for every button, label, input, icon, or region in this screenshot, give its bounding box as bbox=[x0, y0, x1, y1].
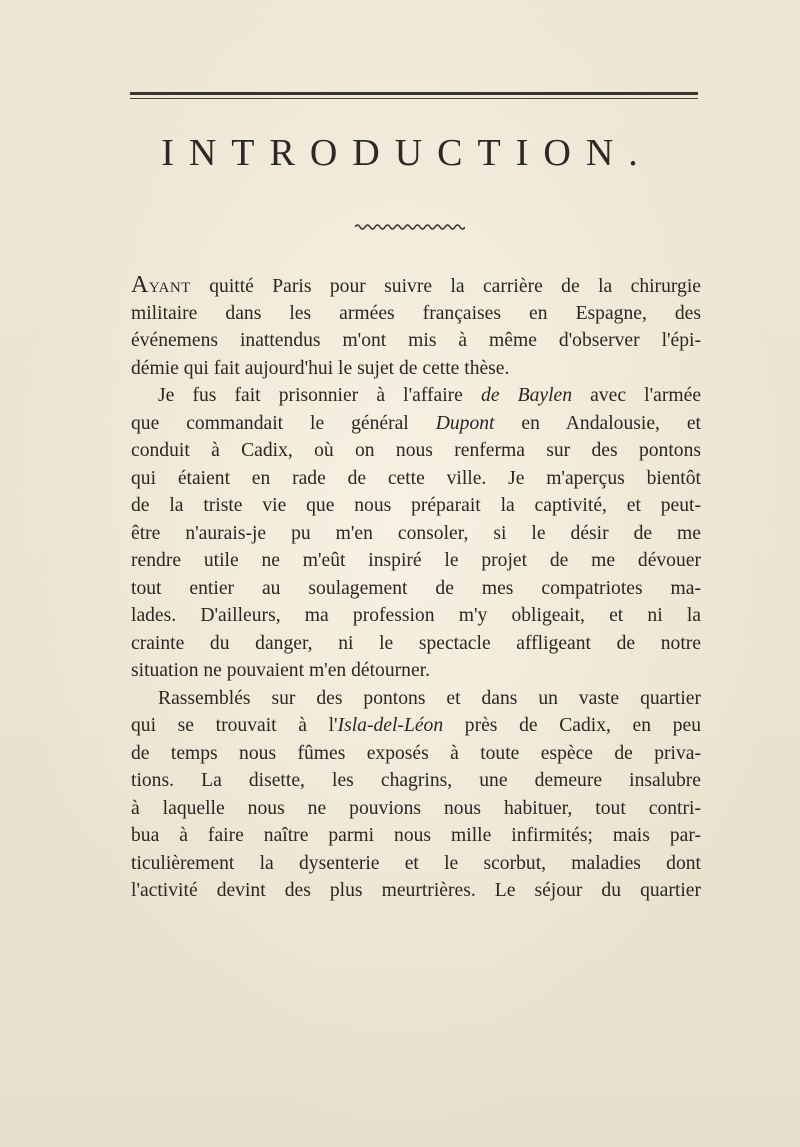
text-line-11: rendre utile ne m'eût inspiré le projet de me dévouer bbox=[131, 550, 701, 571]
text-line-18: de temps nous fûmes exposés à toute espèce de priva- bbox=[131, 742, 701, 764]
text-line-10: être n'aurais-je pu m'en consoler, si le désir de me bbox=[131, 522, 701, 544]
text-line-2: militaire dans les armées françaises en Espagne, des bbox=[131, 302, 701, 324]
text-line-9: de la triste vie que nous préparait la captivité, et peut- bbox=[131, 495, 701, 516]
text-line-13: lades. D'ailleurs, ma profession m'y obligeait, et ni la bbox=[131, 605, 701, 626]
small-caps-word: YANT bbox=[148, 280, 191, 296]
text-line-14: crainte du danger, ni le spectacle affligeant de notre bbox=[131, 632, 701, 654]
text-line-17-post: près de Cadix, en peu bbox=[443, 715, 701, 736]
text-line-17-pre: qui se trouvait à l' bbox=[131, 715, 338, 736]
place-name-isla-del-leon: Isla-del-Léon bbox=[337, 715, 444, 736]
header-rule-thin bbox=[130, 98, 698, 99]
chapter-title: INTRODUCTION. bbox=[161, 132, 653, 174]
text-line-21: bua à faire naître parmi nous mille infirmités; mais par- bbox=[131, 825, 701, 846]
text-line-4: démie qui fait aujourd'hui le sujet de cette thèse. bbox=[131, 357, 510, 379]
text-line-15: situation ne pouvaient m'en détourner. bbox=[131, 660, 430, 681]
text-line-1-rest: quitté Paris pour suivre la carrière de la chirurgie bbox=[190, 276, 701, 297]
text-line-17 bbox=[131, 712, 701, 740]
header-double-rule bbox=[130, 92, 698, 101]
place-name-baylen: de Baylen bbox=[481, 385, 573, 406]
text-line-7: conduit à Cadix, où on nous renferma sur des pontons bbox=[131, 440, 701, 461]
text-line-6-pre: que commandait le général bbox=[131, 412, 436, 434]
wavy-ornament-icon bbox=[355, 222, 465, 232]
drop-capital: A bbox=[131, 272, 149, 298]
text-line-16: Rassemblés sur des pontons et dans un vaste quartier bbox=[158, 687, 701, 709]
header-rule-thick bbox=[130, 92, 698, 95]
text-line-23: l'activité devint des plus meurtrières. Le séjour du quartier bbox=[131, 880, 701, 901]
person-name-dupont: Dupont bbox=[435, 412, 495, 434]
text-line-5-post: avec l'armée bbox=[572, 385, 701, 406]
text-line-8: qui étaient en rade de cette ville. Je m'aperçus bientôt bbox=[131, 467, 701, 489]
text-line-3: événemens inattendus m'ont mis à même d'observer l'épi- bbox=[131, 330, 701, 351]
text-line-6-post: en Andalousie, et bbox=[494, 412, 701, 434]
text-line-22: ticulièrement la dysenterie et le scorbut, maladies dont bbox=[131, 852, 701, 874]
body-text bbox=[131, 272, 701, 905]
text-line-1 bbox=[131, 272, 701, 300]
text-line-6 bbox=[131, 410, 701, 438]
text-line-5-pre: Je fus fait prisonnier à l'affaire bbox=[158, 385, 482, 406]
text-line-12: tout entier au soulagement de mes compatriotes ma- bbox=[131, 577, 701, 599]
text-line-5 bbox=[131, 382, 701, 410]
text-line-20: à laquelle nous ne pouvions nous habituer, tout contri- bbox=[131, 797, 701, 819]
text-line-19: tions. La disette, les chagrins, une demeure insalubre bbox=[131, 770, 701, 791]
